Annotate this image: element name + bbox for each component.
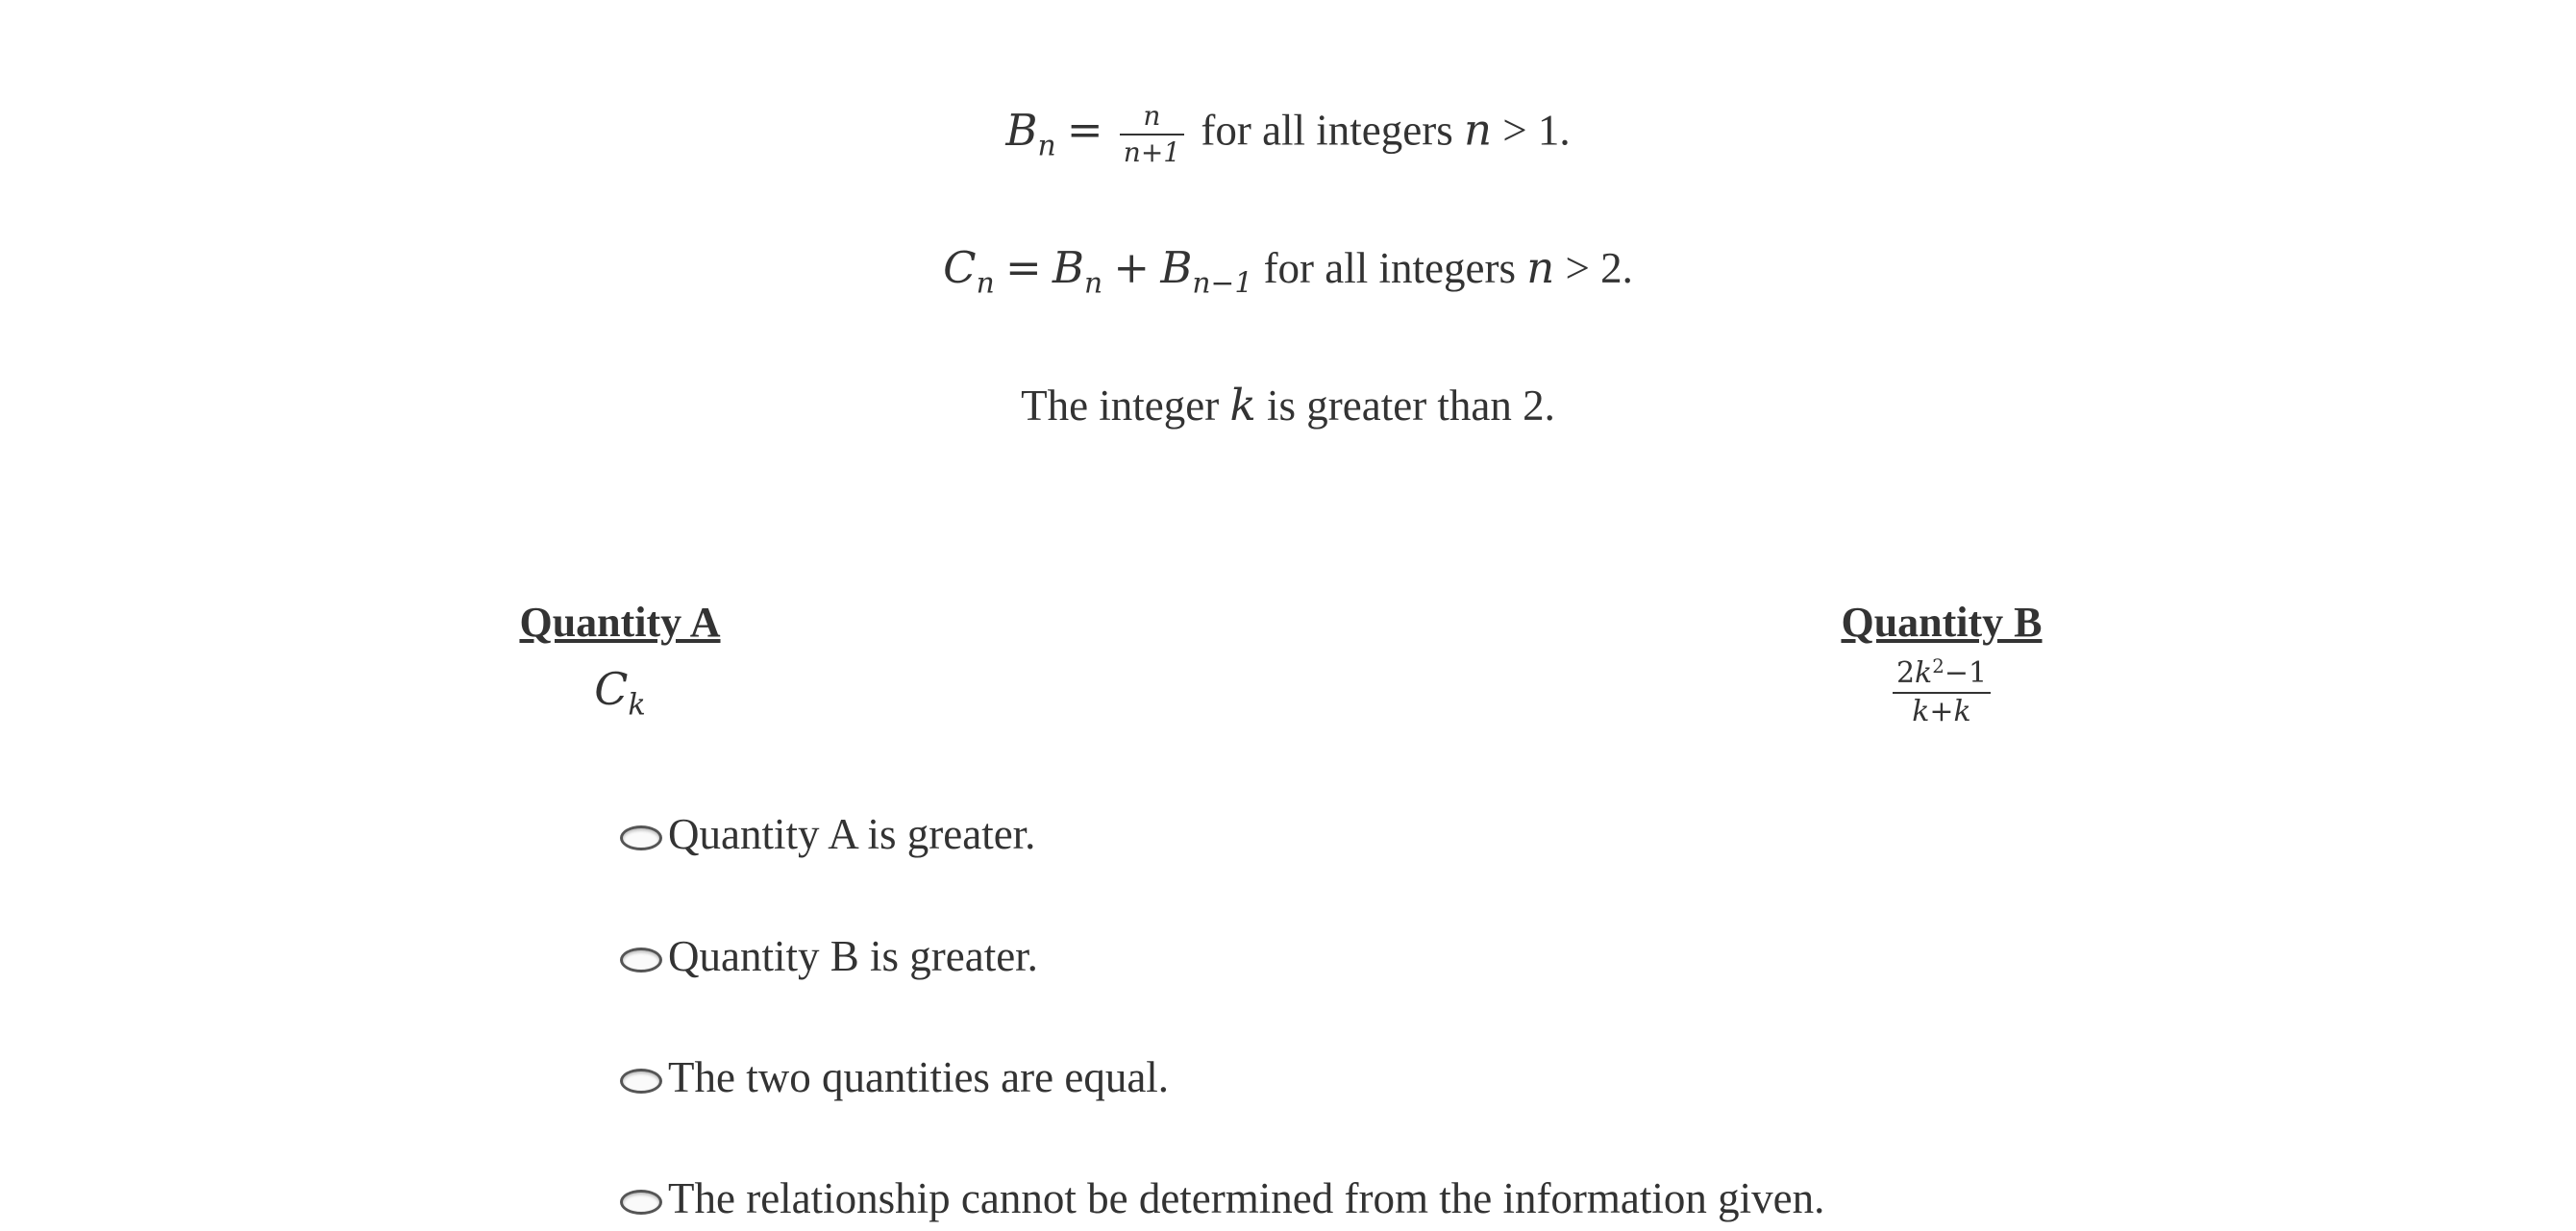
variable-n: n [1526, 242, 1555, 293]
b-n-minus-1-symbol: $B_{n-1}$ [1160, 242, 1253, 301]
radio-button[interactable] [620, 825, 662, 850]
fraction-denominator: k+k [1912, 695, 1971, 729]
fraction-numerator: n [1120, 101, 1184, 135]
stem-line-2 [0, 242, 2576, 300]
equals-sign: = [1004, 242, 1042, 293]
variable-k: k [1229, 380, 1256, 431]
radio-button[interactable] [620, 948, 662, 972]
condition-text: > 2. [1565, 244, 1633, 292]
answer-option-c[interactable] [620, 1048, 1169, 1106]
quantity-a-value: $C_k$ [594, 663, 646, 723]
stem-text: for all integers [1263, 244, 1516, 292]
plus-sign: + [1113, 242, 1151, 293]
b-n-symbol: $B_n$ [1052, 242, 1103, 301]
stem-text-pre: The integer [1021, 382, 1220, 430]
answer-option-a[interactable] [620, 805, 1035, 863]
option-label: Quantity A is greater. [668, 810, 1036, 858]
b-n-symbol: $B_n$ [1005, 104, 1056, 162]
stem-text: for all integers [1201, 106, 1453, 155]
quantity-a-heading: Quantity A [519, 599, 721, 646]
condition-text: > 1. [1502, 106, 1571, 155]
radio-button[interactable] [620, 1069, 662, 1094]
stem-text-post: is greater than 2. [1267, 382, 1555, 430]
option-label: The two quantities are equal. [668, 1053, 1170, 1101]
option-label: The relationship cannot be determined from the information given. [668, 1174, 1825, 1222]
answer-option-d[interactable] [620, 1169, 1824, 1227]
stem-line-1 [0, 101, 2576, 168]
fraction-denominator: n+1 [1123, 136, 1181, 169]
answer-option-b[interactable] [620, 927, 1038, 985]
fraction-numerator: $2k^2-1$ [1893, 656, 1991, 694]
quantity-b-heading: Quantity B [1841, 599, 2043, 646]
quantity-b-value [1831, 656, 2052, 729]
fraction-n-over-n-plus-1 [1120, 101, 1184, 168]
equals-sign: = [1066, 104, 1103, 156]
variable-n: n [1464, 104, 1492, 156]
fraction-quantity-b [1893, 656, 1991, 729]
stem-line-3 [0, 380, 2576, 431]
option-label: Quantity B is greater. [668, 932, 1038, 980]
c-n-symbol: $C_n$ [943, 242, 995, 301]
radio-button[interactable] [620, 1190, 662, 1215]
